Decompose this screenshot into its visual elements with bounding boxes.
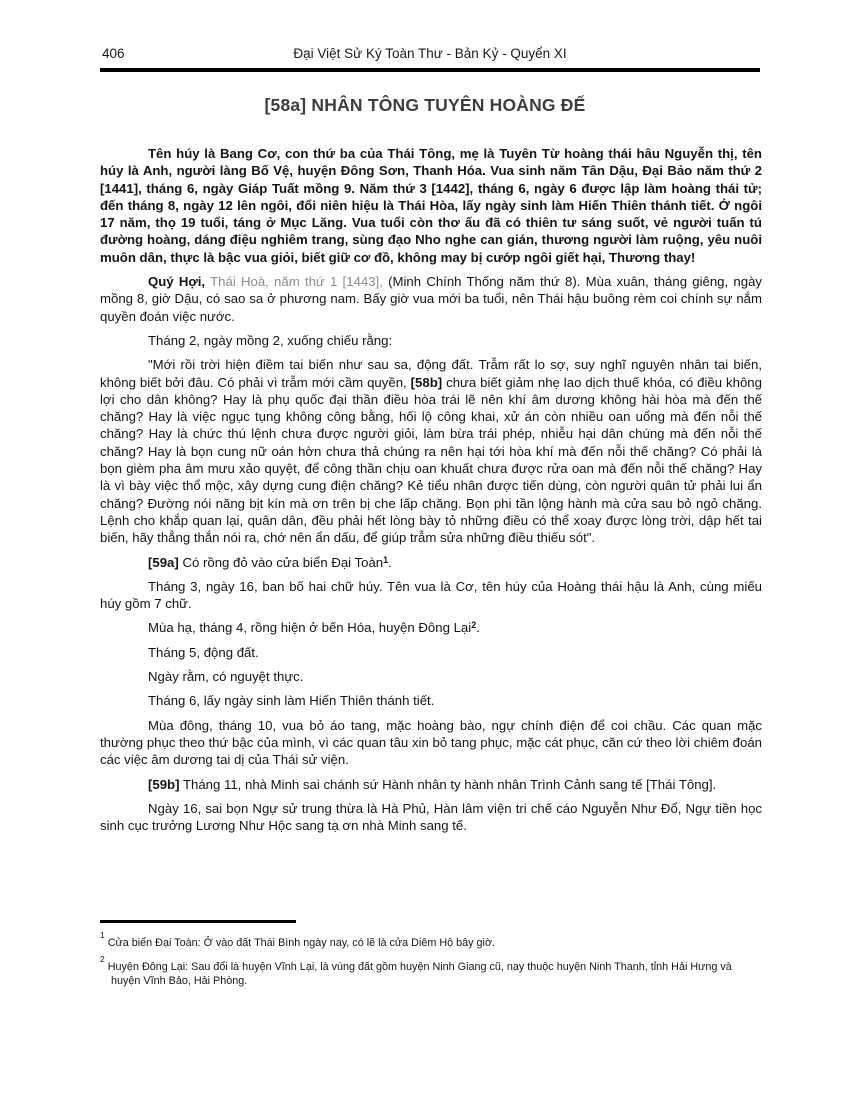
paragraph-text: Có rồng đỏ vào cửa biển Đại Toàn bbox=[178, 554, 384, 570]
footnotes-section bbox=[100, 920, 740, 998]
paragraph-intro: Tên húy là Bang Cơ, con thứ ba của Thái Tông, mẹ là Tuyên Từ hoàng thái hâu Nguyễn thị, tên húy là Anh, người làng Bố Vệ, huyện Đông Sơn, Thanh Hóa. Vua sinh năm Tân Dậu, Đại Bảo năm thứ 2 [1441], tháng 6, ngày Giáp Tuất mồng 9. Năm thứ 3 [1442], tháng 6, ngày 6 được lập làm hoàng thái tử; đến tháng 8, ngày 12 lên ngôi, đổi niên hiệu là Thái Hòa, lấy ngày sinh làm Hiến Thiên thánh tiết. Ở ngôi 17 năm, thọ 19 tuổi, táng ở Mục Lăng. Vua tuổi còn thơ ấu đã có thiên tư sáng suốt, vẻ người tuấn tú đường hoàng, dáng điệu nghiêm trang, sùng đạo Nho nghe can gián, thương người làm ruộng, yêu nuôi muôn dân, thực là bậc vua giỏi, biết giữ cơ đồ, không may bị cướp ngôi giết hại, Thương thay! bbox=[100, 146, 762, 265]
footnote-2 bbox=[100, 953, 740, 989]
era-cyclical-year: Quý Hợi, bbox=[148, 274, 206, 290]
running-title: Đại Việt Sử Ký Toàn Thư - Bản Kỷ - Quyển XI bbox=[293, 46, 567, 61]
footnote-1-marker: 1 bbox=[100, 930, 105, 941]
paragraph-text: Tháng 11, nhà Minh sai chánh sứ Hành nhân ty hành nhân Trình Cảnh sang tế [Thái Tông]. bbox=[179, 776, 717, 792]
header-rule bbox=[100, 68, 760, 72]
paragraph-edict-intro: Tháng 2, ngày mồng 2, xuống chiếu rằng: bbox=[148, 332, 393, 348]
folio-marker-58b: [58b] bbox=[410, 374, 443, 390]
chapter-heading: [58a] NHÂN TÔNG TUYÊN HOÀNG ĐẾ bbox=[264, 95, 586, 115]
paragraph-winter-court: Mùa đông, tháng 10, vua bỏ áo tang, mặc hoàng bào, ngự chính điện để coi chầu. Các quan mặc thường phục theo thứ bậc của mình, vì các quan tâu xin bỏ tang phục, mặc cát phục, căn cứ theo lời chiêm đoán các việc âm dương tai dị của Thái sử viện. bbox=[100, 717, 762, 768]
paragraph-quy-hoi bbox=[100, 273, 762, 325]
body-text bbox=[100, 145, 762, 841]
paragraph-red-dragon bbox=[100, 554, 762, 571]
running-header bbox=[100, 46, 760, 64]
footnote-2-marker: 2 bbox=[100, 953, 105, 964]
footnote-1 bbox=[100, 930, 740, 951]
paragraph-birthday-festival: Tháng 6, lấy ngày sinh làm Hiến Thiên thánh tiết. bbox=[148, 693, 435, 709]
footnote-2-text: Huyện Đông Lại: Sau đổi là huyện Vĩnh Lại, là vùng đất gồm huyện Ninh Giang cũ, nay thuộc huyện Ninh Thanh, tỉnh Hải Hưng và huyện Vĩnh Bảo, Hải Phòng. bbox=[107, 960, 732, 987]
paragraph-text: "Mới rồi trời hiện điềm tai biến như sau sa, động đất. Trẫm rất lo sợ, suy nghĩ nguyên nhân tai biến, không biết bởi đâu. Có phải vì trẫm mới cầm quyền, bbox=[100, 357, 762, 390]
paragraph-text: . bbox=[476, 620, 480, 636]
paragraph-edict bbox=[100, 356, 762, 546]
paragraph-ming-envoy bbox=[100, 776, 762, 793]
paragraph-earthquake: Tháng 5, động đất. bbox=[148, 644, 259, 660]
footnote-separator bbox=[100, 920, 296, 923]
footnote-ref-2: 2 bbox=[471, 620, 477, 631]
paragraph-taboo-names: Tháng 3, ngày 16, ban bố hai chữ húy. Tên vua là Cơ, tên húy của Hoàng thái hậu là Anh, cùng miếu húy gồm 7 chữ. bbox=[100, 578, 762, 612]
folio-marker-59a: [59a] bbox=[148, 554, 179, 570]
era-reign-year: Thái Hoà, năm thứ 1 [1443], bbox=[205, 274, 383, 290]
paragraph-dragon-ben-hoa bbox=[100, 619, 762, 636]
paragraph-text: (Minh Chính Thống năm thứ 8). Mùa xuân, tháng giêng, ngày mồng 8, giờ Dậu, có sao sa ở phương nam. Bấy giờ vua mới ba tuổi, nên Thái hậu buông rèm coi chính sự nắm quyền đoán việc nước. bbox=[100, 274, 763, 324]
paragraph-text: . bbox=[388, 554, 392, 570]
paragraph-text: chưa biết giảm nhẹ lao dịch thuế khóa, có điều không lợi cho dân không? Hay là phụ quốc đại thần điều hòa trái lẽ nên khí âm dương không hài hòa mà đến thế chăng? Hay là việc ngục tụng không công bằng, hối lộ công khai, xử án còn nhiều oan uổng mà đến nỗi thế chăng? Hay là chức thú lệnh chưa được người giỏi, làm bừa trái phép, nhiễu hại dân chúng mà đến nỗi thế chăng? Hay là bọn cung nữ oán hờn chưa thả chúng ra nên hại tới hòa khí mà đến nỗi thế chăng? Có phải là bọn gièm pha âm mưu xảo quyệt, để công thần chịu oan khuất chưa được rửa oan mà đến nỗi thế chăng? Hay là vì bày việc thổ mộc, xây dựng cung điện chăng? Kẻ tiểu nhân được tiến dùng, còn người quân tử phải lui ẩn chăng? Đường nói năng bịt kín mà ơn trên bị che lấp chăng. Bọn phi tần lộng hành mà cửa sau bỏ ngỏ chăng. Lệnh cho khắp quan lại, quân dân, đều phải hết lòng bày tỏ những điều có thể xoay được lòng trời, dập hết tai biến, hãy thẳng thắn nói ra, chớ nên ẩn dấu, để giúp trẫm sửa những điều thiếu sót". bbox=[100, 374, 762, 546]
paragraph-lunar-eclipse: Ngày rằm, có nguyệt thực. bbox=[148, 669, 304, 685]
page-number: 406 bbox=[102, 46, 125, 61]
footnote-ref-1: 1 bbox=[383, 554, 389, 565]
folio-marker-59b: [59b] bbox=[148, 776, 180, 792]
paragraph-thanks-mission: Ngày 16, sai bọn Ngự sử trung thừa là Hà Phủ, Hàn lâm viện tri chế cáo Nguyễn Như Đổ, Ngự tiền học sinh cục trưởng Lương Như Hộc sang tạ ơn nhà Minh sang tế. bbox=[100, 800, 762, 834]
paragraph-text: Mùa hạ, tháng 4, rồng hiện ở bến Hóa, huyện Đông Lại bbox=[148, 620, 472, 636]
footnote-1-text: Cửa biển Đại Toàn: Ở vào đất Thái Bình ngày nay, có lẽ là cửa Diêm Hộ bây giờ. bbox=[107, 937, 496, 949]
